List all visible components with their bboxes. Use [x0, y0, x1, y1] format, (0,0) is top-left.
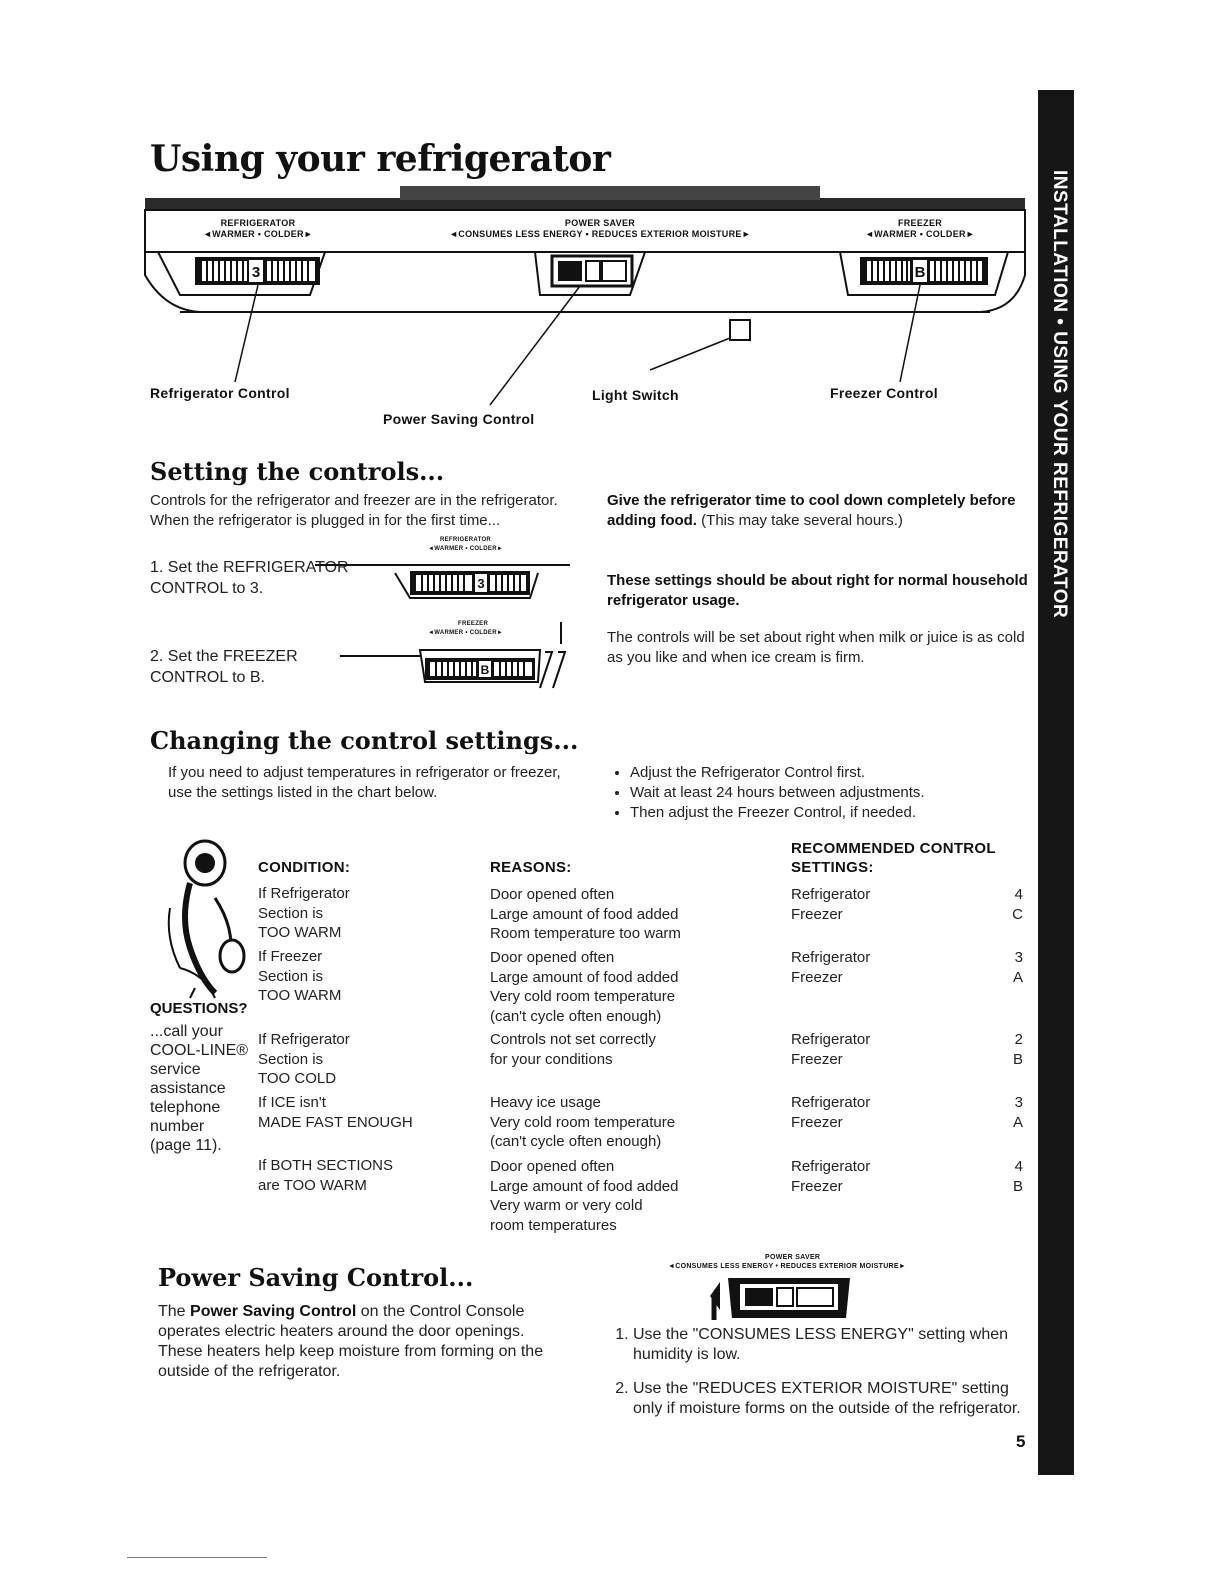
power-body	[158, 1302, 573, 1382]
setting-value: 3	[1014, 1094, 1023, 1111]
reason-line: (can't cycle often enough)	[490, 1007, 662, 1025]
setting-line	[791, 968, 1023, 988]
setting-line	[791, 1157, 1023, 1177]
setting-step-2	[150, 646, 350, 688]
refrigerator-dial	[202, 259, 315, 283]
setting-intro: Controls for the refrigerator and freezer are in the refrigerator. When the refrigerator is plugged in for the first time...	[150, 492, 558, 529]
condition-line: If Refrigerator	[258, 885, 350, 902]
mini-freezer-value: B	[480, 663, 490, 677]
power-step-2: 2. Use the "REDUCES EXTERIOR MOISTURE" setting only if moisture forms on the outside of the refrigerator.	[633, 1379, 1032, 1419]
table-condition-header: CONDITION:	[258, 859, 351, 876]
setting-control-name: Refrigerator	[791, 886, 871, 903]
reason-line: Very warm or very cold	[490, 1197, 643, 1214]
table-row-condition	[258, 1093, 458, 1132]
reason-line: (can't cycle often enough)	[490, 1133, 662, 1150]
setting-control-name: Refrigerator	[791, 1158, 871, 1175]
page-title: Using your refrigerator	[150, 138, 611, 180]
questions-heading: QUESTIONS?	[150, 1000, 248, 1017]
changing-bullet-1: • Adjust the Refrigerator Control first.	[630, 763, 1032, 783]
power-heading: Power Saving Control...	[158, 1263, 474, 1292]
setting-right-bold: Give the refrigerator time to cool down completely before adding food.	[607, 492, 1016, 529]
setting-step-2-number: 2.	[150, 648, 164, 665]
setting-right-p1	[607, 491, 1029, 531]
mini-refrigerator-sub: ◄WARMER • COLDER►	[428, 546, 504, 552]
changing-bullet-2: • Wait at least 24 hours between adjustments.	[630, 783, 1032, 803]
reason-line: Large amount of food added	[490, 968, 679, 986]
power-body-prefix: The	[158, 1303, 191, 1320]
table-reasons-header: REASONS:	[490, 859, 572, 876]
power-steps	[607, 1325, 1032, 1419]
mini-refrigerator-label: REFRIGERATOR	[440, 537, 492, 543]
condition-line: TOO WARM	[258, 987, 342, 1004]
table-row-condition	[258, 1156, 458, 1195]
reason-line: for your conditions	[490, 1050, 613, 1068]
setting-value: A	[1012, 1113, 1023, 1131]
setting-step-1-text: Set the REFRIGERATOR CONTROL to 3.	[150, 559, 349, 597]
table-row-settings	[791, 1157, 1023, 1196]
callout-freezer-control: Freezer Control	[830, 385, 938, 401]
questions-line: COOL-LINE®	[150, 1042, 249, 1059]
questions-line: telephone	[150, 1099, 221, 1116]
setting-heading: Setting the controls...	[150, 457, 445, 486]
console-freezer-label: FREEZER	[897, 218, 943, 228]
condition-line: are TOO WARM	[258, 1176, 367, 1194]
table-row-reasons	[490, 885, 770, 944]
table-row-settings	[791, 948, 1023, 987]
reason-line: room temperatures	[490, 1216, 617, 1234]
side-tab	[1038, 90, 1074, 1475]
setting-line	[791, 948, 1023, 968]
setting-step-1-number: 1.	[150, 559, 164, 576]
setting-value: 3	[1014, 949, 1023, 966]
light-switch-icon	[730, 320, 750, 340]
refrigerator-dial-value: 3	[251, 264, 261, 281]
freezer-dial-value: B	[914, 264, 926, 281]
condition-line: If BOTH SECTIONS	[258, 1157, 394, 1174]
setting-line	[791, 1177, 1023, 1197]
console-freezer-sub: ◄WARMER • COLDER►	[864, 229, 976, 239]
table-row-reasons	[490, 948, 770, 1026]
setting-right-normal: (This may take several hours.)	[701, 512, 903, 529]
setting-control-name: Freezer	[791, 968, 843, 986]
changing-intro: If you need to adjust temperatures in refrigerator or freezer, use the settings listed in the chart below.	[168, 764, 561, 801]
setting-control-name: Freezer	[791, 1050, 843, 1068]
console-refrigerator-sub: ◄WARMER • COLDER►	[202, 229, 314, 239]
changing-bullet-3: • Then adjust the Freezer Control, if needed.	[630, 803, 1032, 823]
setting-value: B	[1012, 1050, 1023, 1068]
changing-bullets	[612, 763, 1032, 823]
setting-value: C	[1012, 905, 1023, 923]
reason-line: Controls not set correctly	[490, 1031, 656, 1048]
setting-line	[791, 905, 1023, 925]
condition-line: If Freezer	[258, 948, 323, 965]
setting-control-name: Refrigerator	[791, 949, 871, 966]
mini-freezer-label: FREEZER	[458, 621, 489, 627]
setting-line	[791, 885, 1023, 905]
condition-line: TOO COLD	[258, 1070, 337, 1087]
callout-power-saving-control: Power Saving Control	[383, 411, 535, 427]
page-number: 5	[1016, 1432, 1026, 1451]
mini-freezer-dial	[330, 622, 580, 692]
table-row-reasons	[490, 1030, 770, 1069]
condition-line: Section is	[258, 1050, 324, 1068]
table-row-settings	[791, 1093, 1023, 1132]
setting-control-name: Freezer	[791, 1113, 843, 1131]
table-row-condition	[258, 947, 458, 1006]
reason-line: Large amount of food added	[490, 905, 679, 923]
reason-line: Room temperature too warm	[490, 925, 681, 942]
reason-line: Door opened often	[490, 949, 615, 966]
setting-control-name: Refrigerator	[791, 1094, 871, 1111]
questions-line: service	[150, 1061, 201, 1078]
console-power-label: POWER SAVER	[564, 218, 636, 228]
setting-control-name: Freezer	[791, 1177, 843, 1195]
console-refrigerator-label: REFRIGERATOR	[220, 218, 296, 228]
setting-line	[791, 1113, 1023, 1133]
setting-value: 4	[1014, 1158, 1023, 1175]
questions-line: assistance	[150, 1080, 226, 1097]
reason-line: Large amount of food added	[490, 1177, 679, 1195]
condition-line: If Refrigerator	[258, 1031, 350, 1048]
condition-line: MADE FAST ENOUGH	[258, 1113, 413, 1131]
setting-value: B	[1012, 1177, 1023, 1195]
power-step-1: 1. Use the "CONSUMES LESS ENERGY" setting when humidity is low.	[633, 1325, 1032, 1365]
power-saver-switch	[558, 261, 582, 281]
table-row-reasons	[490, 1093, 770, 1152]
power-saver-diagram	[700, 1274, 860, 1324]
power-diagram-sub: ◄CONSUMES LESS ENERGY • REDUCES EXTERIOR MOISTURE►	[668, 1263, 907, 1270]
power-body-rest: on the Control Console operates electric heaters around the door openings. These heaters help keep moisture from forming on the outside of the refrigerator.	[158, 1303, 544, 1380]
condition-line: Section is	[258, 904, 324, 922]
setting-control-name: Refrigerator	[791, 1031, 871, 1048]
reason-line: Door opened often	[490, 1158, 615, 1175]
setting-step-2-text: Set the FREEZER CONTROL to B.	[150, 648, 298, 686]
table-settings-header-2: SETTINGS:	[791, 859, 874, 876]
setting-right-p3: The controls will be set about right when milk or juice is as cold as you like and when ice cream is firm.	[607, 629, 1025, 666]
mini-freezer-sub: ◄WARMER • COLDER►	[428, 630, 504, 636]
mini-refrigerator-dial	[300, 553, 580, 613]
table-settings-header-1: RECOMMENDED CONTROL	[791, 840, 996, 857]
questions-text	[150, 1022, 260, 1155]
power-body-bold: Power Saving Control	[190, 1303, 357, 1320]
table-row-settings	[791, 885, 1023, 924]
reason-line: Very cold room temperature	[490, 1113, 676, 1131]
callout-refrigerator-control: Refrigerator Control	[150, 385, 290, 401]
changing-heading: Changing the control settings...	[150, 726, 579, 755]
mini-refrigerator-value: 3	[477, 576, 485, 591]
questions-line: (page 11).	[150, 1137, 222, 1154]
reason-line: Heavy ice usage	[490, 1094, 601, 1111]
side-tab-text: INSTALLATION • USING YOUR REFRIGERATOR	[1049, 170, 1070, 619]
table-row-condition	[258, 884, 458, 943]
setting-value: 2	[1014, 1031, 1023, 1048]
setting-control-name: Freezer	[791, 905, 843, 923]
setting-value: A	[1012, 968, 1023, 986]
reason-line: Door opened often	[490, 886, 615, 903]
condition-line: Section is	[258, 967, 324, 985]
setting-value: 4	[1014, 886, 1023, 903]
condition-line: If ICE isn't	[258, 1094, 326, 1111]
phone-illustration	[160, 838, 255, 1000]
power-diagram-label: POWER SAVER	[765, 1254, 821, 1261]
condition-line: TOO WARM	[258, 924, 342, 941]
questions-line: number	[150, 1118, 205, 1135]
table-row-reasons	[490, 1157, 770, 1235]
setting-right-bold2: These settings should be about right for normal household refrigerator usage.	[607, 572, 1028, 609]
setting-line	[791, 1030, 1023, 1050]
questions-line: ...call your	[150, 1023, 223, 1040]
table-row-settings	[791, 1030, 1023, 1069]
console-power-sub: ◄CONSUMES LESS ENERGY • REDUCES EXTERIOR MOISTURE►	[449, 229, 751, 239]
freezer-dial	[867, 259, 982, 283]
setting-line	[791, 1050, 1023, 1070]
setting-line	[791, 1093, 1023, 1113]
bottom-rule	[127, 1557, 267, 1558]
table-row-condition	[258, 1030, 458, 1089]
reason-line: Very cold room temperature	[490, 988, 676, 1005]
callout-light-switch: Light Switch	[592, 387, 679, 403]
